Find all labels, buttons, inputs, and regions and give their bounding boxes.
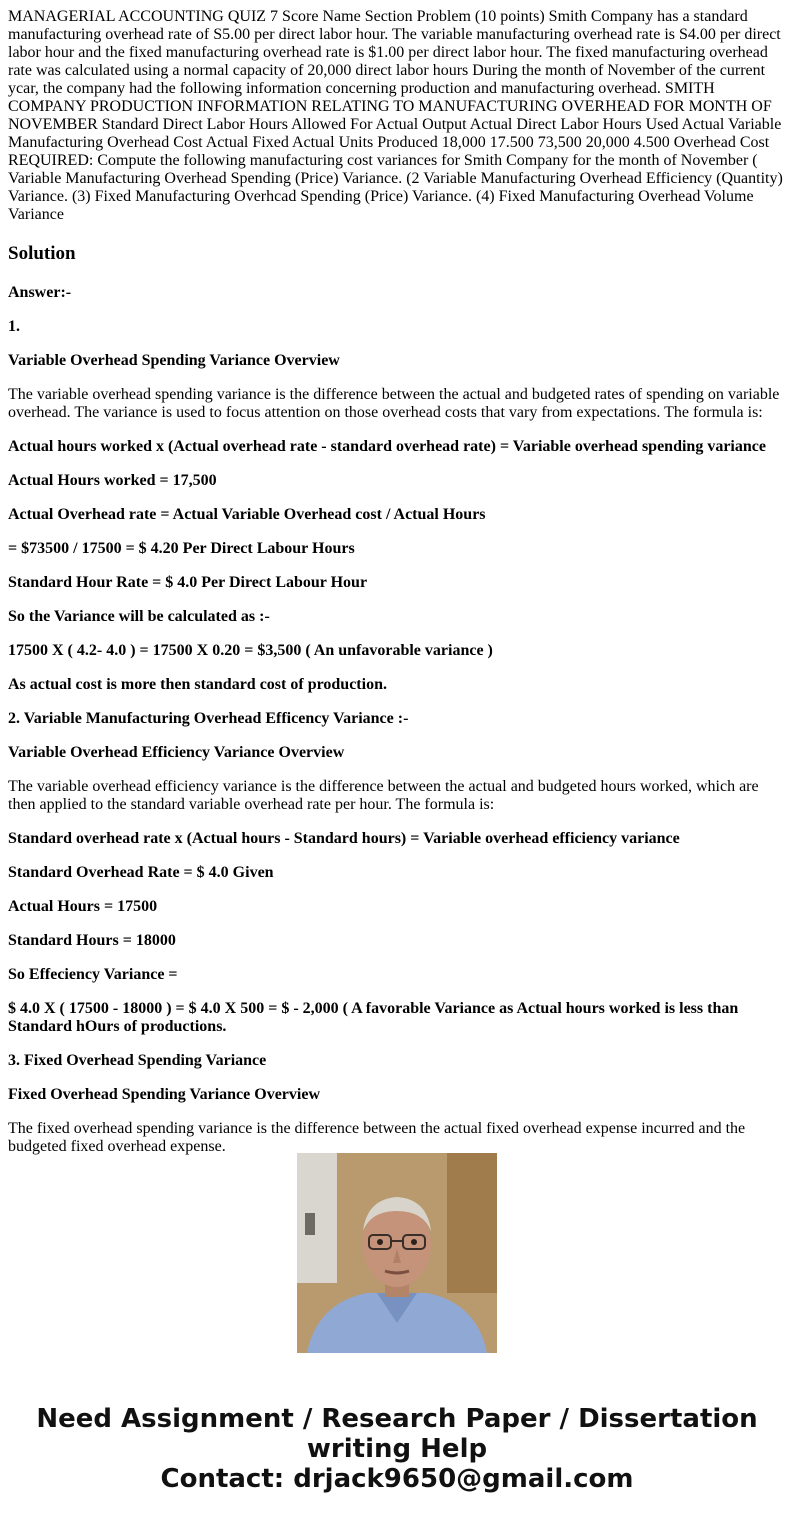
promo-line-1: Need Assignment / Research Paper / Dissertation (36, 1404, 758, 1434)
part2-description: The variable overhead efficiency variance is the difference between the actual and budgeted hours worked, which are then applied to the standard variable overhead rate per hour. The formula is: (8, 778, 759, 813)
part1-description: The variable overhead spending variance is the difference between the actual and budgeted rates of spending on variable overhead. The variance is used to focus attention on those overhead costs that vary from expectations. The formula is: (8, 386, 780, 421)
part1-rate-formula: Actual Overhead rate = Actual Variable Overhead cost / Actual Hours (8, 506, 486, 523)
part2-standard-hours: Standard Hours = 18000 (8, 932, 176, 949)
part1-actual-hours: Actual Hours worked = 17,500 (8, 472, 217, 489)
part3-title: Fixed Overhead Spending Variance Overview (8, 1086, 320, 1103)
part2-formula: Standard overhead rate x (Actual hours - Standard hours) = Variable overhead efficiency variance (8, 830, 680, 847)
part2-calculation: $ 4.0 X ( 17500 - 18000 ) = $ 4.0 X 500 = $ - 2,000 ( A favorable Variance as Actual hours worked is less than Standard hOurs of productions. (8, 1000, 739, 1035)
part1-standard-rate: Standard Hour Rate = $ 4.0 Per Direct Labour Hour (8, 574, 368, 591)
part3-description: The fixed overhead spending variance is the difference between the actual fixed overhead expense incurred and the budgeted fixed overhead expense. (8, 1120, 746, 1155)
promo-contact-line: Contact: drjack9650@gmail.com (160, 1464, 634, 1494)
promo-line-2: writing Help (306, 1434, 488, 1464)
part1-number: 1. (8, 318, 20, 335)
part1-rate-calculation: = $73500 / 17500 = $ 4.20 Per Direct Labour Hours (8, 540, 355, 557)
part1-note: As actual cost is more then standard cost of production. (8, 676, 387, 693)
part1-calculation: 17500 X ( 4.2- 4.0 ) = 17500 X 0.20 = $3,500 ( An unfavorable variance ) (8, 642, 493, 659)
author-portrait-image (297, 1153, 497, 1353)
part2-heading: 2. Variable Manufacturing Overhead Efficency Variance :- (8, 710, 409, 727)
part2-standard-rate: Standard Overhead Rate = $ 4.0 Given (8, 864, 274, 881)
part2-actual-hours: Actual Hours = 17500 (8, 898, 158, 915)
author-avatar (297, 1153, 497, 1353)
part3-heading: 3. Fixed Overhead Spending Variance (8, 1052, 267, 1069)
part1-formula: Actual hours worked x (Actual overhead rate - standard overhead rate) = Variable overhead spending variance (8, 438, 766, 455)
question-text: MANAGERIAL ACCOUNTING QUIZ 7 Score Name Section Problem (10 points) Smith Company has a standard manufacturing overhead rate of S5.00 per direct labor hour. The variable manufacturing overhead rate is S4.00 per direct labor hour and the fixed manufacturing overhead rate is $1.00 per direct labor hour. The fixed manufacturing overhead rate was calculated using a normal capacity of 20,000 direct labor hours During the month of November of the current ycar, the company had the following information concerning production and manufacturing overhead. SMITH COMPANY PRODUCTION INFORMATION RELATING TO MANUFACTURING OVERHEAD FOR MONTH OF NOVEMBER Standard Direct Labor Hours Allowed For Actual Output Actual Direct Labor Hours Used Actual Variable Manufacturing Overhead Cost Actual Fixed Actual Units Produced 18,000 17.500 73,500 20,000 4.500 Overhead Cost REQUIRED: Compute the following manufacturing cost variances for Smith Company for the month of November ( Variable Manufacturing Overhead Spending (Price) Variance. (2 Variable Manufacturing Overhead Efficiency (Quantity) Variance. (3) Fixed Manufacturing Overhcad Spending (Price) Variance. (4) Fixed Manufacturing Overhead Volume Variance (8, 8, 783, 223)
solution-heading: Solution (8, 243, 76, 264)
part1-title: Variable Overhead Spending Variance Overview (8, 352, 340, 369)
part2-so-line: So Effeciency Variance = (8, 966, 178, 983)
article-content (8, 0, 786, 1155)
part1-so-line: So the Variance will be calculated as :- (8, 608, 270, 625)
answer-label: Answer:- (8, 284, 72, 301)
promo-text (0, 1404, 794, 1494)
part2-title: Variable Overhead Efficiency Variance Overview (8, 744, 345, 761)
promo-banner (0, 1123, 794, 1523)
